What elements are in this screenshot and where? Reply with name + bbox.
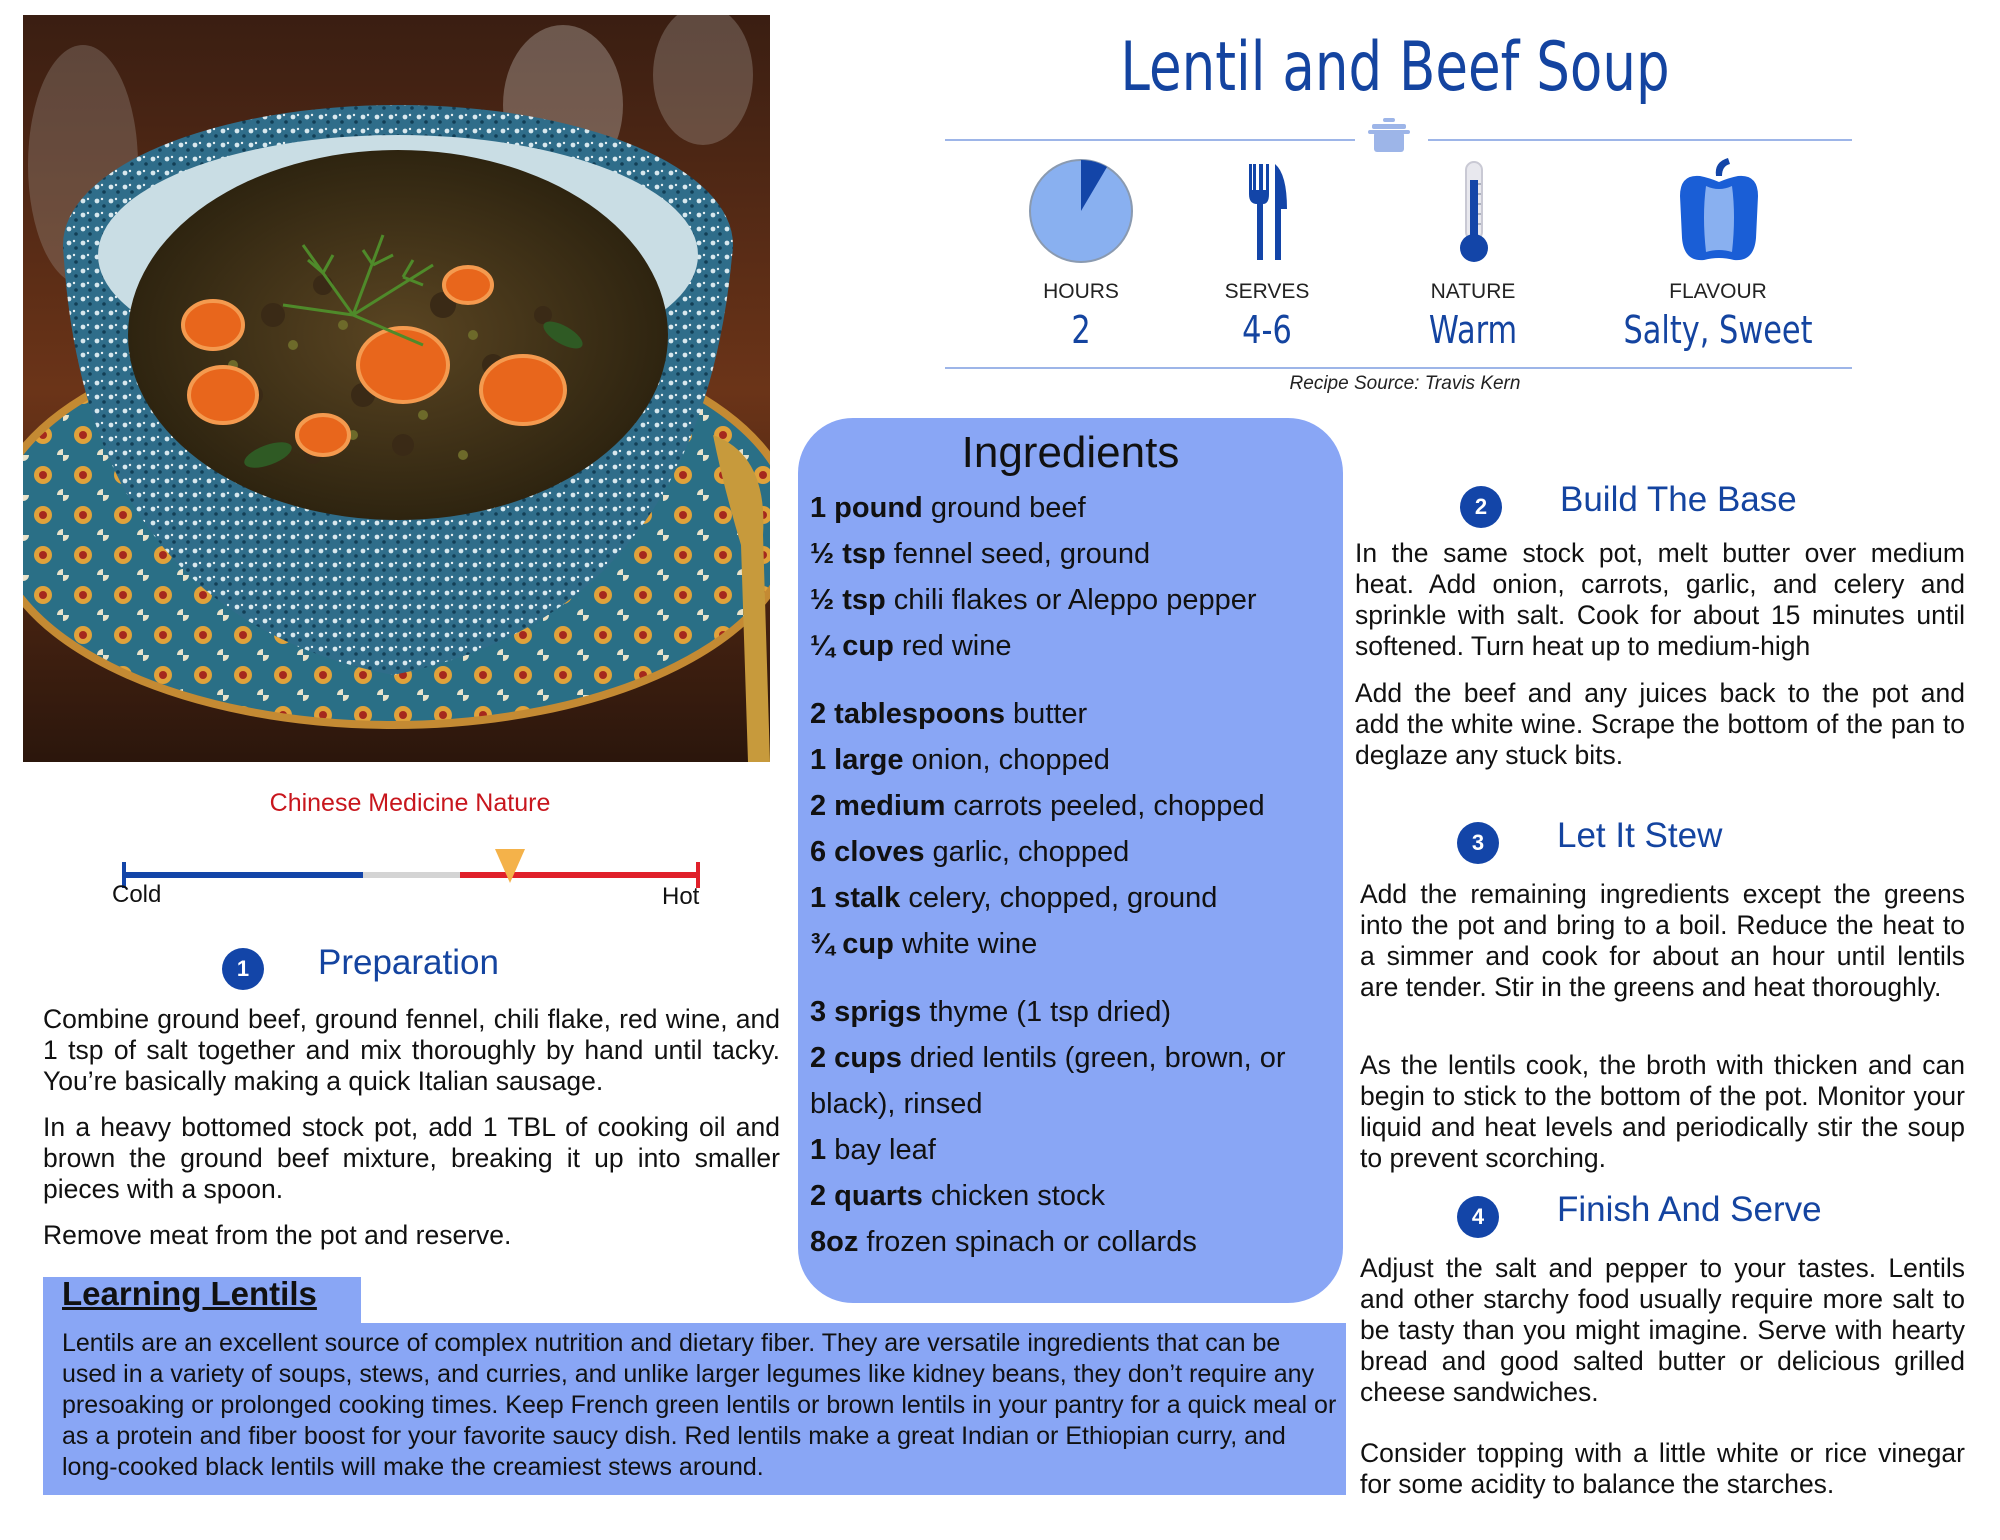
ingredient-text: butter [1005,698,1088,730]
cooking-pot-icon [1368,118,1410,159]
soup-photo [23,15,770,762]
ingredient-text: ground beef [922,492,1086,524]
learning-title: Learning Lentils [62,1275,317,1312]
ingredient-quantity: ¼ cup [810,630,894,662]
clock-pie-icon [1028,158,1134,269]
ingredient-text: red wine [893,630,1012,662]
step-4-paragraph-1: Adjust the salt and pepper to your tastes. Lentils and other starchy food usually require more salt to be tasty than you might imagine. Serve with hearty bread and good salted butter or delicious grilled cheese sandwiches. [1360,1253,1965,1407]
ingredient-item [810,996,1171,1029]
ingredient-item [810,1088,982,1121]
ingredient-item [810,744,1110,777]
ingredient-text: frozen spinach or collards [858,1226,1197,1258]
header-divider-left [945,139,1355,141]
nature-label-stat: NATURE [1430,280,1516,303]
ingredient-item [810,492,1086,525]
ingredient-text: black), rinsed [810,1088,983,1120]
ingredient-quantity: ½ tsp [810,538,886,570]
ingredient-item [810,698,1087,731]
ingredient-item [810,538,1150,571]
step-3-paragraph-1: Add the remaining ingredients except the greens into the pot and bring to a boil. Reduce the heat to a simmer and cook for about an hour until lentils are tender. Stir in the greens and heat thoroughly. [1360,879,1965,1002]
step-3-paragraph-2: As the lentils cook, the broth with thicken and can begin to stick to the bottom of the pot. Monitor your liquid and heat levels and periodically stir the soup to prevent scorching. [1360,1050,1965,1173]
ingredient-text: thyme (1 tsp dried) [921,996,1172,1028]
fork-knife-icon [1247,164,1287,265]
ingredient-quantity: 3 sprigs [810,996,922,1028]
ingredient-text: fennel seed, ground [885,538,1151,570]
step-1-paragraph-2: In a heavy bottomed stock pot, add 1 TBL of cooking oil and brown the ground beef mixture, breaking it up into smaller pieces with a spoon. [43,1112,780,1204]
step-1-title: Preparation [318,943,499,982]
nature-scale-title: Chinese Medicine Nature [269,789,551,817]
ingredient-text: chicken stock [922,1180,1105,1212]
ingredient-item [810,882,1217,915]
ingredient-quantity: 1 large [810,744,904,776]
serves-value: 4-6 [1242,308,1292,352]
flavour-value: Salty, Sweet [1623,308,1813,352]
step-2-paragraph-1: In the same stock pot, melt butter over medium heat. Add onion, carrots, garlic, and celery and sprinkle with salt. Cook for about 15 minutes until softened. Turn heat up to medium-high [1355,538,1965,661]
hours-value: 2 [1071,308,1091,352]
recipe-title: Lentil and Beef Soup [1120,28,1670,107]
step-4-title: Finish And Serve [1557,1190,1822,1229]
step-4-paragraph-2: Consider topping with a little white or rice vinegar for some acidity to balance the starches. [1360,1438,1965,1499]
ingredient-quantity: 1 [810,1134,827,1166]
nature-value: Warm [1428,308,1518,352]
step-1-paragraph-3: Remove meat from the pot and reserve. [43,1220,512,1250]
hours-label: HOURS [1043,280,1119,303]
ingredient-item [810,584,1257,617]
ingredient-item [810,1134,936,1167]
scale-hot-label: Hot [662,883,700,910]
flavour-label: FLAVOUR [1669,280,1767,303]
ingredient-quantity: 1 pound [810,492,923,524]
ingredient-item [810,836,1129,869]
ingredient-quantity: 8oz [810,1226,859,1258]
ingredient-quantity: 2 medium [810,790,946,822]
ingredients-title: Ingredients [961,428,1180,477]
ingredient-quantity: ¾ cup [810,928,894,960]
ingredient-quantity: 2 cups [810,1042,902,1074]
nature-scale [120,848,705,893]
step-3-badge: 3 [1457,822,1499,864]
ingredient-quantity: 6 cloves [810,836,925,868]
ingredient-text: celery, chopped, ground [900,882,1218,914]
step-4-badge: 4 [1457,1196,1499,1238]
ingredient-item [810,790,1265,823]
serves-label: SERVES [1224,280,1310,303]
ingredient-item [810,1042,1286,1075]
ingredient-text: onion, chopped [903,744,1110,776]
ingredient-item [810,1226,1197,1259]
step-2-paragraph-2: Add the beef and any juices back to the pot and add the white wine. Scrape the bottom of the pan to deglaze any stuck bits. [1355,678,1965,770]
ingredient-text: white wine [893,928,1038,960]
step-2-badge: 2 [1460,486,1502,528]
nature-level-marker [495,849,525,888]
step-3-title: Let It Stew [1557,816,1723,855]
header-divider-right [1428,139,1852,141]
ingredient-quantity: ½ tsp [810,584,886,616]
learning-text: Lentils are an excellent source of complex nutrition and dietary fiber. They are versatile ingredients that can be used in a variety of soups, stews, and curries, and unlike larger legumes like kidney beans, they don’t require any presoaking or prolonged cooking times. Keep French green lentils or brown lentils in your pantry for a quick meal or as a protein and fiber boost for your favorite saucy dish. Red lentils make a great Indian or Ethiopian curry, and long-cooked black lentils will make the creamiest stews around. [62,1329,1337,1481]
ingredient-text: garlic, chopped [924,836,1130,868]
ingredient-text: dried lentils (green, brown, or [901,1042,1286,1074]
bell-pepper-icon [1670,156,1768,269]
step-2-title: Build The Base [1560,480,1797,519]
ingredient-item [810,1180,1105,1213]
ingredient-text: bay leaf [826,1134,936,1166]
ingredient-item [810,928,1037,961]
thermometer-icon [1457,160,1491,269]
ingredient-quantity: 2 quarts [810,1180,923,1212]
ingredient-text: carrots peeled, chopped [945,790,1265,822]
step-1-badge: 1 [222,948,264,990]
ingredient-quantity: 1 stalk [810,882,901,914]
ingredient-quantity: 2 tablespoons [810,698,1005,730]
recipe-source: Recipe Source: Travis Kern [1289,373,1521,394]
step-1-paragraph-1: Combine ground beef, ground fennel, chili flake, red wine, and 1 tsp of salt together and mix thoroughly by hand until tacky. You’re basically making a quick Italian sausage. [43,1004,780,1096]
stats-divider [945,367,1852,369]
ingredient-item [810,630,1011,663]
scale-cold-label: Cold [112,881,162,908]
ingredient-text: chili flakes or Aleppo pepper [885,584,1257,616]
